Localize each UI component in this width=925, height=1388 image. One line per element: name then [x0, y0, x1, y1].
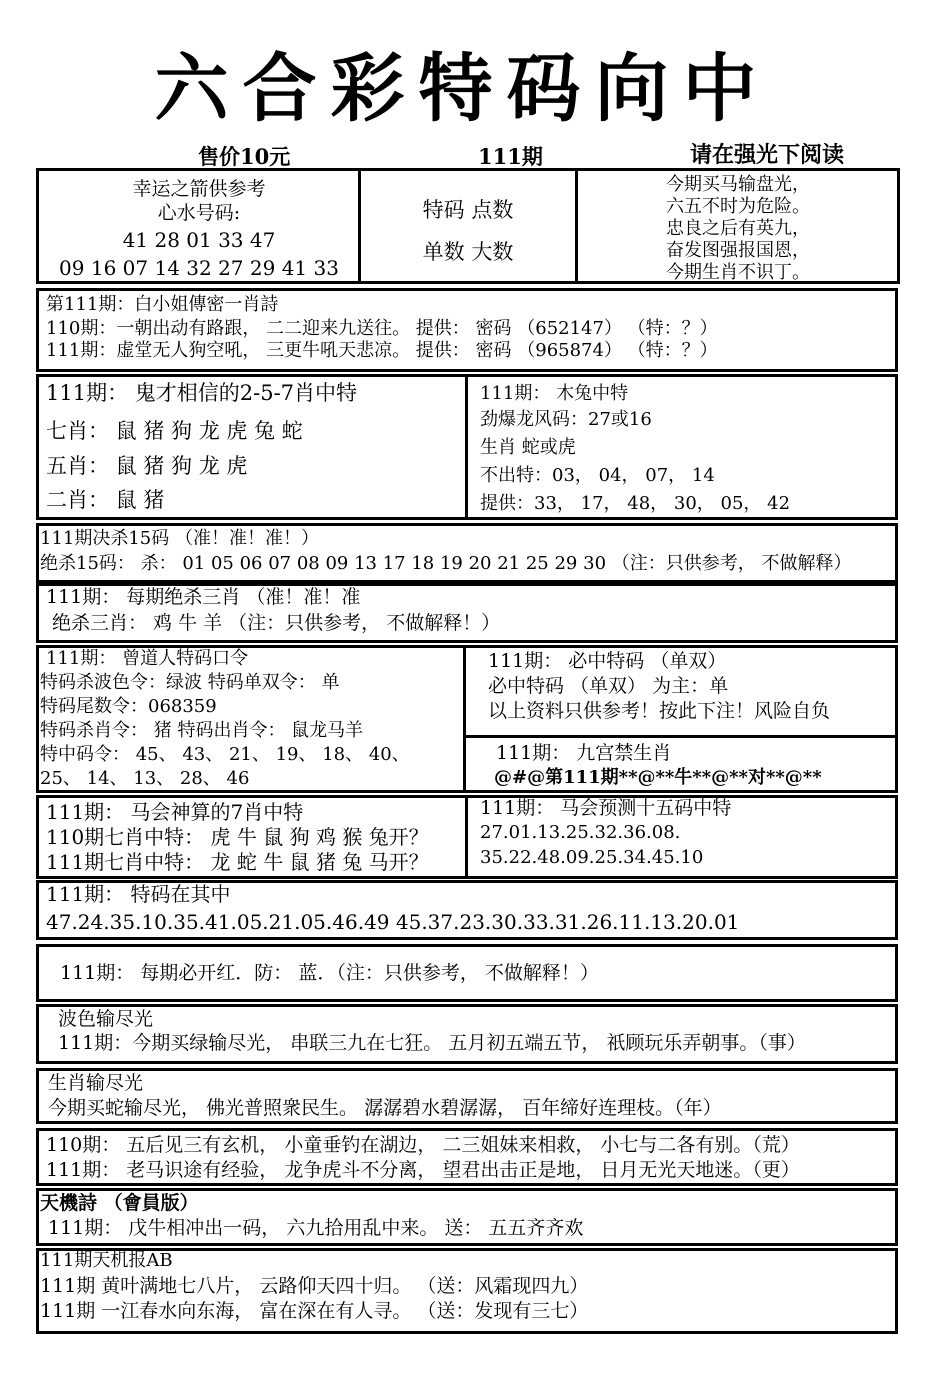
fifteen-numbers: 27.01.13.25.32.36.08. [480, 822, 681, 843]
lucky-numbers: 09 16 07 14 32 27 29 41 33 [59, 256, 339, 280]
must-win-line: 必中特码 （单双） 为主：单 [488, 675, 729, 697]
five-zodiac: 五肖： 鼠 猪 狗 龙 虎 [46, 454, 248, 478]
poem-line: 111期： 老马识途有经验， 龙争虎斗不分离， 望君出击正是地， 日月无光天地迷。（更） [46, 1159, 800, 1181]
section-heading: 波色输尽光 [58, 1008, 154, 1030]
poem-line: 今期买蛇输尽光， 佛光普照衆民生。 潺潺碧水碧潺潺， 百年缔好连理枝。（年） [48, 1097, 722, 1119]
divider [465, 376, 468, 518]
section-heading: 天機詩 （會員版） [40, 1192, 199, 1214]
section-heading: 111期： 每期绝杀三肖 （准！准！准 [46, 586, 361, 608]
section-heading: 111期： 必中特码 （单双） [488, 650, 727, 672]
must-red-line: 111期： 每期必开红．防： 蓝．（注：只供参考， 不做解释！） [60, 962, 599, 984]
section-heading: 111期： 木兔中特 [480, 383, 629, 404]
section-heading: 111期天机报AB [40, 1250, 173, 1271]
reading-notice: 请在强光下阅读 [690, 142, 845, 168]
section-heading: 第111期：白小姐傳密一肖詩 [46, 294, 279, 315]
order-line: 特码杀肖令： 猪 特码出肖令： 鼠龙马羊 [40, 720, 364, 741]
section-heading: 生肖输尽光 [48, 1072, 144, 1094]
kill-numbers: 绝杀15码： 杀： 01 05 06 07 08 09 13 17 18 19 20 21 25 29 30 （注：只供参考， 不做解释） [40, 553, 852, 574]
provided-numbers: 提供：33， 17， 48， 30， 05， 42 [480, 493, 791, 514]
order-line: 25、 14、 13、 28、 46 [40, 768, 250, 789]
page-title: 六合彩特码向中 [154, 46, 771, 132]
divider [575, 170, 578, 282]
seven-zodiac-111: 111期七肖中特： 龙 蛇 牛 鼠 猪 兔 马开？ [46, 850, 429, 874]
divider [463, 647, 466, 791]
poem-line: 111期：虚堂无人狗空吼， 三更牛吼天悲凉。 提供： 密码 （965874） （特：？） [46, 340, 718, 361]
section-heading: 111期： 曾道人特码口令 [46, 648, 249, 669]
lucky-arrow-label: 幸运之箭供参考 [132, 178, 266, 200]
issue-label: 111期 [478, 144, 543, 169]
order-line: 特码尾数令：068359 [40, 696, 217, 717]
seven-zodiac: 七肖： 鼠 猪 狗 龙 虎 兔 蛇 [46, 419, 303, 443]
seven-zodiac-110: 110期七肖中特： 虎 牛 鼠 狗 鸡 猴 兔开？ [46, 825, 429, 849]
poem-line: 111期： 戊牛相冲出一码， 六九拾用乱中来。 送： 五五齐齐欢 [48, 1217, 584, 1239]
section-heading: 111期： 马会预测十五码中特 [480, 797, 732, 819]
price-label: 售价10元 [198, 144, 291, 169]
number-list: 47.24.35.10.35.41.05.21.05.46.49 45.37.23.30.33.31.26.11.13.20.01 [46, 910, 740, 934]
divider [358, 170, 361, 282]
special-points: 特码 点数 [422, 198, 514, 222]
two-zodiac: 二肖： 鼠 猪 [46, 488, 165, 512]
heart-numbers-label: 心水号码: [157, 202, 241, 224]
poem-line: 奋发图强报国恩， [666, 240, 810, 261]
poem-line: 忠良之后有英九， [666, 218, 810, 239]
heart-numbers: 41 28 01 33 47 [122, 228, 276, 252]
poem-line: 今期买马输盘光， [666, 174, 810, 195]
nine-palace-line: @#@第111期**@**牛**@**对**@** [494, 767, 822, 788]
poem-line: 110期： 五后见三有玄机， 小童垂钓在湖边， 二三姐妹来相救， 小七与二各有别。（荒） [46, 1134, 800, 1156]
section-heading: 111期： 马会神算的7肖中特 [46, 800, 304, 824]
fifteen-numbers: 35.22.48.09.25.34.45.10 [480, 847, 704, 868]
dragon-numbers: 劲爆龙风码：27或16 [480, 409, 652, 430]
odd-big: 单数 大数 [422, 240, 514, 264]
poem-line: 110期：一朝出动有路跟， 二二迎来九送往。 提供： 密码 （652147） （特：？） [46, 318, 718, 339]
poem-line: 六五不时为危险。 [666, 196, 810, 217]
disclaimer: 以上资料只供参考！按此下注！风险自负 [488, 700, 831, 722]
order-line: 特码杀波色令：绿波 特码单双令： 单 [40, 672, 340, 693]
poem-line: 111期 一江春水向东海， 富在深在有人寻。 （送：发现有三七） [40, 1300, 589, 1322]
excluded-numbers: 不出特：03， 04， 07， 14 [480, 465, 715, 486]
divider [465, 797, 468, 877]
poem-line: 111期 黄叶满地七八片， 云路仰天四十归。 （送：风霜现四九） [40, 1275, 589, 1297]
section-heading: 111期决杀15码 （准！准！准！） [40, 528, 319, 549]
poem-line: 111期：今期买绿输尽光， 串联三九在七狂。 五月初五端五节， 祇顾玩乐弄朝事。（事） [58, 1032, 806, 1054]
divider [465, 735, 896, 738]
section-heading: 111期： 九宫禁生肖 [496, 742, 672, 764]
kill-zodiac: 绝杀三肖： 鸡 牛 羊 （注：只供参考， 不做解释！） [52, 612, 501, 634]
poem-line: 今期生肖不识丁。 [666, 262, 810, 283]
zodiac-pick: 生肖 蛇或虎 [480, 437, 576, 458]
order-line: 特中码令： 45、 43、 21、 19、 18、 40、 [40, 744, 410, 765]
section-heading: 111期： 特码在其中 [46, 882, 231, 906]
section-heading: 111期： 鬼才相信的2-5-7肖中特 [46, 381, 358, 405]
